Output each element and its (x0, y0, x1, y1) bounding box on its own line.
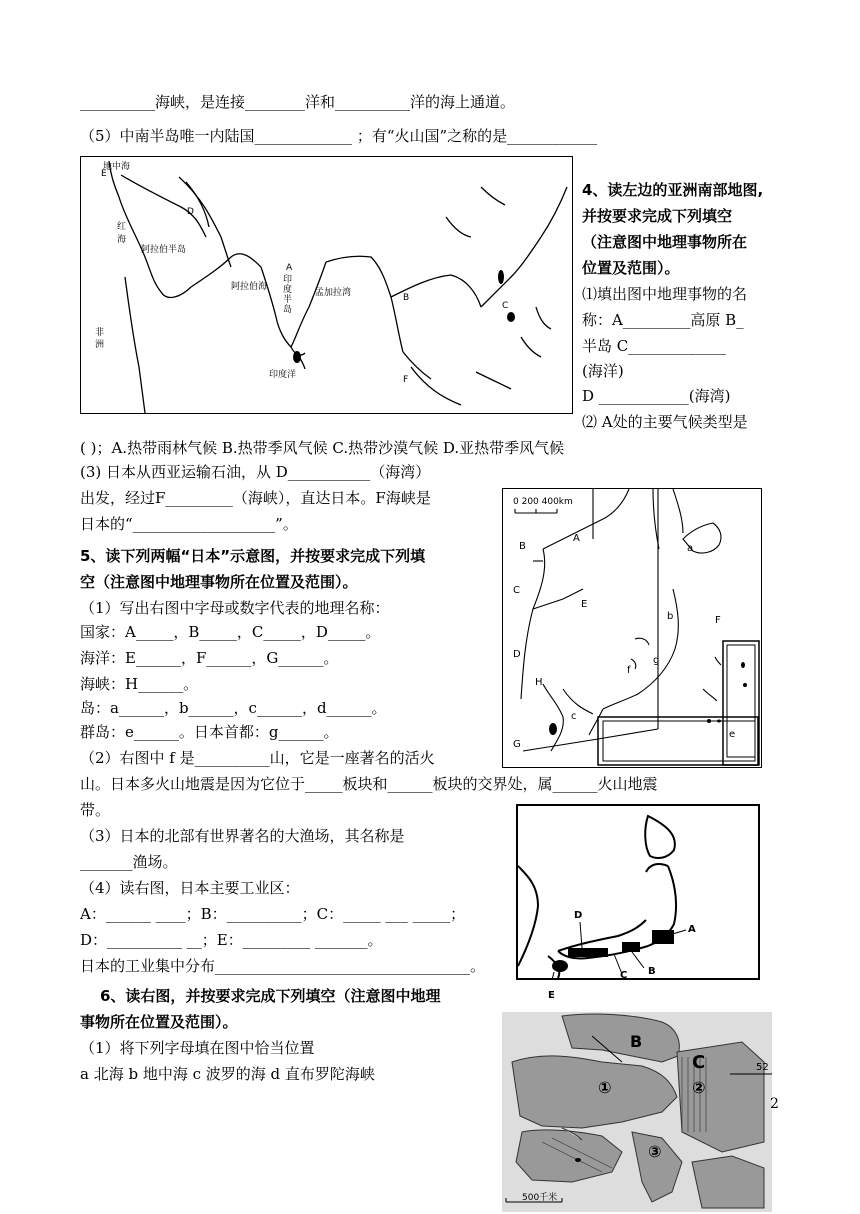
japan-industry-map (516, 804, 760, 980)
q4-line-14: 日本的“___________________”。 (80, 515, 298, 533)
q4-line-9: D ____________(海湾) (582, 387, 731, 405)
industry-label-B: B (648, 966, 656, 977)
q5-line-6: 海峡：H______。 (80, 675, 199, 693)
q6-line-3: （1）将下列字母填在图中恰当位置 (80, 1039, 315, 1057)
japan-label-B: B (519, 541, 526, 552)
q5-line-14: （4）读右图，日本主要工业区： (80, 879, 300, 897)
japan-label-C: C (513, 585, 520, 596)
label-red-sea: 红海 (117, 222, 127, 245)
europe-label-C: C (692, 1052, 706, 1073)
south-asia-map (80, 156, 573, 414)
japan-label-F: F (715, 615, 721, 626)
q4-line-3: （注意图中地理事物所在 (582, 233, 748, 251)
q6-line-2: 事物所在位置及范围）。 (80, 1013, 238, 1031)
industry-label-E: E (548, 990, 555, 1001)
q5-line-16: D：__________ __；E：_________ _______。 (80, 931, 383, 949)
q4-line-11: ( )；A.热带雨林气候 B.热带季风气候 C.热带沙漠气候 D.亚热带季风气候 (80, 439, 565, 457)
japan-industry-map-drawing (518, 806, 758, 978)
q5-line-1: 5、读下列两幅“日本”示意图，并按要求完成下列填 (80, 547, 426, 565)
japan-label-c: c (571, 711, 577, 722)
q5-line-5: 海洋：E______，F______，G______。 (80, 649, 339, 667)
q4-line-8: (海洋) (582, 362, 624, 380)
industry-label-D: D (574, 910, 583, 921)
europe-label-2: ② (692, 1078, 706, 1097)
q5-line-9: （2）右图中 f 是__________山，它是一座著名的活火 (80, 749, 435, 767)
europe-label-B: B (630, 1032, 643, 1051)
q5-line-15: A：______ ____；B：__________；C：_____ ___ _____； (80, 905, 466, 923)
japan-label-G: G (513, 739, 521, 750)
japan-label-D: D (513, 649, 521, 660)
label-f: F (403, 375, 409, 385)
label-bay-of-bengal: 孟加拉湾 (315, 288, 352, 298)
page-number: 2 (770, 1096, 779, 1112)
japan-label-f: f (627, 665, 631, 676)
text-line-2: （5）中南半岛唯一内陆国_____________ ；有“火山国”之称的是____________ (80, 127, 598, 145)
europe-scale: 500千米 (522, 1193, 558, 1203)
label-indian-ocean: 印度洋 (269, 370, 297, 380)
japan-label-a: a (687, 543, 694, 554)
q4-line-4: 位置及范围）。 (582, 259, 680, 277)
japan-label-E: E (581, 599, 588, 610)
q4-line-5: ⑴填出图中地理事物的名 (582, 285, 748, 303)
industry-label-C: C (620, 970, 628, 980)
q6-line-1: 6、读右图，并按要求完成下列填空（注意图中地理 (100, 987, 441, 1005)
japan-label-d: d (549, 723, 556, 734)
text-line-1: __________海峡，是连接________洋和__________洋的海上通道。 (80, 93, 516, 111)
q4-line-2: 并按要求完成下列填空 (582, 207, 733, 225)
label-d: D (187, 207, 194, 217)
q5-line-8: 群岛：e______。日本首都：g______。 (80, 723, 339, 741)
japan-label-A: A (573, 533, 580, 544)
japan-label-H: H (535, 677, 543, 688)
label-arabian-peninsula: 阿拉伯半岛 (141, 245, 187, 255)
q5-line-3: （1）写出右图中字母或数字代表的地理名称： (80, 599, 390, 617)
q5-line-12: （3）日本的北部有世界著名的大渔场，其名称是 (80, 827, 405, 845)
label-indian-peninsula: 印度半岛 (283, 275, 293, 315)
japan-map (502, 488, 762, 768)
q5-line-2: 空（注意图中地理事物所在位置及范围）。 (80, 573, 358, 591)
label-e: E (101, 169, 107, 179)
europe-label-3: ③ (648, 1142, 662, 1161)
q4-line-12: (3) 日本从西亚运输石油，从 D___________（海湾） (80, 463, 431, 481)
europe-label-52: 52 (756, 1062, 769, 1073)
japan-label-b: b (667, 611, 674, 622)
europe-map (502, 1012, 772, 1212)
q5-line-17: 日本的工业集中分布__________________________________。 (80, 957, 486, 975)
q4-line-7: 半岛 C_____________ (582, 337, 726, 355)
europe-label-1: ① (598, 1078, 612, 1097)
label-a: A (286, 263, 293, 273)
label-b: B (403, 293, 410, 303)
label-arabian-sea: 阿拉伯海 (231, 282, 268, 292)
industry-label-A: A (688, 924, 696, 935)
q5-line-4: 国家：A_____，B_____，C_____，D_____。 (80, 623, 381, 641)
japan-scale: 0 200 400km (513, 497, 573, 507)
q5-line-13: _______渔场。 (80, 853, 178, 871)
japan-label-g: g (653, 655, 660, 666)
q5-line-10: 山。日本多火山地震是因为它位于_____板块和______板块的交界处，属______火山地震 (80, 775, 658, 793)
q6-line-4: a 北海 b 地中海 c 波罗的海 d 直布罗陀海峡 (80, 1065, 375, 1083)
q4-line-13: 出发，经过F_________（海峡），直达日本。F海峡是 (80, 489, 431, 507)
q4-line-1: 4、读左边的亚洲南部地图, (582, 181, 764, 199)
japan-label-e: e (729, 729, 736, 740)
japan-map-drawing (503, 489, 761, 767)
label-mediterranean: 地中海 (103, 162, 131, 172)
q5-line-11: 带。 (80, 801, 111, 819)
label-c: C (502, 301, 509, 311)
q4-line-10: ⑵ A处的主要气候类型是 (582, 413, 748, 431)
q4-line-6: 称：A_________高原 B_ (582, 311, 744, 329)
q5-line-7: 岛：a______，b______，c______，d______。 (80, 699, 387, 717)
label-africa: 非洲 (95, 328, 105, 350)
